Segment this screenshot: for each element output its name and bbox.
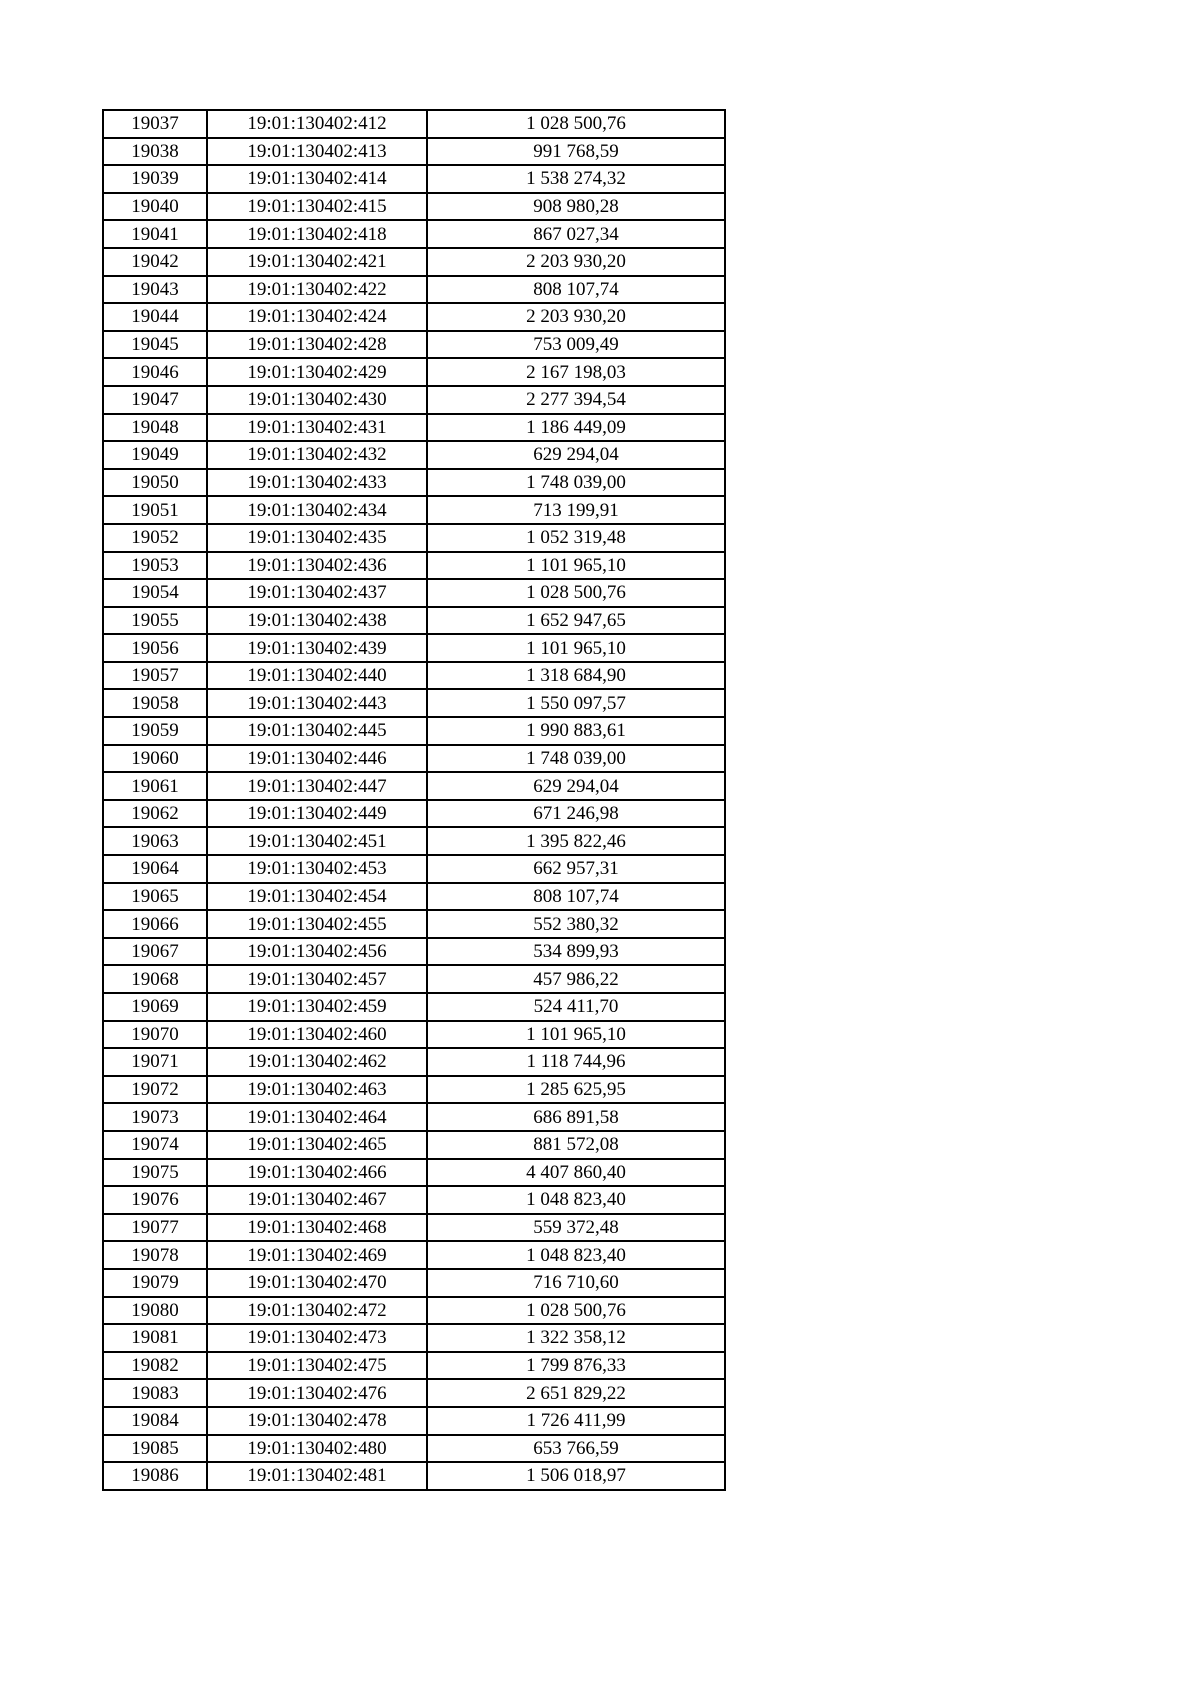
value-cell: 991 768,59 — [427, 138, 725, 166]
cadastral-number-cell: 19:01:130402:440 — [207, 662, 427, 690]
cadastral-number-cell: 19:01:130402:415 — [207, 193, 427, 221]
value-cell: 713 199,91 — [427, 496, 725, 524]
table-row — [103, 1159, 725, 1187]
value-cell: 534 899,93 — [427, 938, 725, 966]
cadastral-number-cell: 19:01:130402:457 — [207, 965, 427, 993]
row-number-cell: 19050 — [103, 469, 207, 497]
table-row — [103, 1379, 725, 1407]
table-row — [103, 331, 725, 359]
cadastral-number-cell: 19:01:130402:412 — [207, 110, 427, 138]
table-row — [103, 1186, 725, 1214]
table-row — [103, 358, 725, 386]
value-cell: 2 167 198,03 — [427, 358, 725, 386]
table-body — [103, 110, 725, 1490]
row-number-cell: 19083 — [103, 1379, 207, 1407]
value-cell: 1 726 411,99 — [427, 1407, 725, 1435]
value-cell: 2 277 394,54 — [427, 386, 725, 414]
value-cell: 1 748 039,00 — [427, 745, 725, 773]
cadastral-number-cell: 19:01:130402:460 — [207, 1021, 427, 1049]
cadastral-number-cell: 19:01:130402:451 — [207, 827, 427, 855]
data-table — [102, 109, 726, 1491]
cadastral-number-cell: 19:01:130402:431 — [207, 414, 427, 442]
cadastral-number-cell: 19:01:130402:473 — [207, 1324, 427, 1352]
row-number-cell: 19053 — [103, 552, 207, 580]
value-cell: 2 651 829,22 — [427, 1379, 725, 1407]
table-row — [103, 1076, 725, 1104]
table-row — [103, 1352, 725, 1380]
cadastral-number-cell: 19:01:130402:418 — [207, 220, 427, 248]
value-cell: 908 980,28 — [427, 193, 725, 221]
value-cell: 1 990 883,61 — [427, 717, 725, 745]
value-cell: 1 538 274,32 — [427, 165, 725, 193]
value-cell: 1 186 449,09 — [427, 414, 725, 442]
value-cell: 552 380,32 — [427, 910, 725, 938]
cadastral-number-cell: 19:01:130402:463 — [207, 1076, 427, 1104]
cadastral-number-cell: 19:01:130402:453 — [207, 855, 427, 883]
row-number-cell: 19067 — [103, 938, 207, 966]
table-row — [103, 524, 725, 552]
value-cell: 1 322 358,12 — [427, 1324, 725, 1352]
table-row — [103, 552, 725, 580]
cadastral-number-cell: 19:01:130402:432 — [207, 441, 427, 469]
table-row — [103, 634, 725, 662]
table-row — [103, 469, 725, 497]
table-row — [103, 1021, 725, 1049]
table-row — [103, 607, 725, 635]
cadastral-number-cell: 19:01:130402:430 — [207, 386, 427, 414]
cadastral-number-cell: 19:01:130402:421 — [207, 248, 427, 276]
cadastral-number-cell: 19:01:130402:434 — [207, 496, 427, 524]
row-number-cell: 19066 — [103, 910, 207, 938]
table-row — [103, 745, 725, 773]
cadastral-number-cell: 19:01:130402:438 — [207, 607, 427, 635]
table-row — [103, 496, 725, 524]
value-cell: 662 957,31 — [427, 855, 725, 883]
cadastral-number-cell: 19:01:130402:449 — [207, 800, 427, 828]
row-number-cell: 19061 — [103, 772, 207, 800]
cadastral-number-cell: 19:01:130402:443 — [207, 689, 427, 717]
value-cell: 653 766,59 — [427, 1435, 725, 1463]
row-number-cell: 19081 — [103, 1324, 207, 1352]
cadastral-number-cell: 19:01:130402:433 — [207, 469, 427, 497]
row-number-cell: 19085 — [103, 1435, 207, 1463]
row-number-cell: 19082 — [103, 1352, 207, 1380]
value-cell: 4 407 860,40 — [427, 1159, 725, 1187]
table-row — [103, 138, 725, 166]
table-row — [103, 303, 725, 331]
cadastral-number-cell: 19:01:130402:414 — [207, 165, 427, 193]
row-number-cell: 19072 — [103, 1076, 207, 1104]
value-cell: 1 101 965,10 — [427, 634, 725, 662]
value-cell: 1 028 500,76 — [427, 579, 725, 607]
value-cell: 2 203 930,20 — [427, 248, 725, 276]
row-number-cell: 19055 — [103, 607, 207, 635]
cadastral-number-cell: 19:01:130402:437 — [207, 579, 427, 607]
table-row — [103, 579, 725, 607]
table-row — [103, 276, 725, 304]
table-row — [103, 800, 725, 828]
cadastral-number-cell: 19:01:130402:468 — [207, 1214, 427, 1242]
table-row — [103, 1407, 725, 1435]
row-number-cell: 19062 — [103, 800, 207, 828]
table-row — [103, 827, 725, 855]
row-number-cell: 19063 — [103, 827, 207, 855]
row-number-cell: 19054 — [103, 579, 207, 607]
row-number-cell: 19064 — [103, 855, 207, 883]
row-number-cell: 19037 — [103, 110, 207, 138]
cadastral-number-cell: 19:01:130402:439 — [207, 634, 427, 662]
table-row — [103, 1435, 725, 1463]
value-cell: 881 572,08 — [427, 1131, 725, 1159]
value-cell: 1 506 018,97 — [427, 1462, 725, 1490]
table-row — [103, 662, 725, 690]
table-row — [103, 883, 725, 911]
row-number-cell: 19074 — [103, 1131, 207, 1159]
table-row — [103, 1131, 725, 1159]
row-number-cell: 19047 — [103, 386, 207, 414]
value-cell: 808 107,74 — [427, 276, 725, 304]
table-row — [103, 110, 725, 138]
cadastral-number-cell: 19:01:130402:475 — [207, 1352, 427, 1380]
row-number-cell: 19043 — [103, 276, 207, 304]
row-number-cell: 19075 — [103, 1159, 207, 1187]
value-cell: 1 048 823,40 — [427, 1241, 725, 1269]
row-number-cell: 19077 — [103, 1214, 207, 1242]
row-number-cell: 19049 — [103, 441, 207, 469]
value-cell: 716 710,60 — [427, 1269, 725, 1297]
value-cell: 1 101 965,10 — [427, 552, 725, 580]
value-cell: 1 048 823,40 — [427, 1186, 725, 1214]
table-row — [103, 1241, 725, 1269]
table-row — [103, 386, 725, 414]
table-row — [103, 1214, 725, 1242]
table-row — [103, 938, 725, 966]
row-number-cell: 19086 — [103, 1462, 207, 1490]
row-number-cell: 19073 — [103, 1103, 207, 1131]
row-number-cell: 19038 — [103, 138, 207, 166]
value-cell: 1 285 625,95 — [427, 1076, 725, 1104]
table-row — [103, 414, 725, 442]
table-row — [103, 441, 725, 469]
value-cell: 629 294,04 — [427, 441, 725, 469]
row-number-cell: 19039 — [103, 165, 207, 193]
value-cell: 1 052 319,48 — [427, 524, 725, 552]
value-cell: 1 101 965,10 — [427, 1021, 725, 1049]
row-number-cell: 19052 — [103, 524, 207, 552]
cadastral-number-cell: 19:01:130402:455 — [207, 910, 427, 938]
table-row — [103, 965, 725, 993]
cadastral-number-cell: 19:01:130402:478 — [207, 1407, 427, 1435]
value-cell: 1 748 039,00 — [427, 469, 725, 497]
value-cell: 1 395 822,46 — [427, 827, 725, 855]
value-cell: 2 203 930,20 — [427, 303, 725, 331]
value-cell: 1 118 744,96 — [427, 1048, 725, 1076]
row-number-cell: 19080 — [103, 1297, 207, 1325]
table-row — [103, 1297, 725, 1325]
cadastral-number-cell: 19:01:130402:424 — [207, 303, 427, 331]
value-cell: 686 891,58 — [427, 1103, 725, 1131]
table-row — [103, 1269, 725, 1297]
row-number-cell: 19079 — [103, 1269, 207, 1297]
value-cell: 808 107,74 — [427, 883, 725, 911]
row-number-cell: 19051 — [103, 496, 207, 524]
row-number-cell: 19059 — [103, 717, 207, 745]
cadastral-number-cell: 19:01:130402:436 — [207, 552, 427, 580]
value-cell: 559 372,48 — [427, 1214, 725, 1242]
row-number-cell: 19058 — [103, 689, 207, 717]
table-row — [103, 220, 725, 248]
cadastral-number-cell: 19:01:130402:435 — [207, 524, 427, 552]
table-row — [103, 689, 725, 717]
value-cell: 1 028 500,76 — [427, 1297, 725, 1325]
cadastral-number-cell: 19:01:130402:454 — [207, 883, 427, 911]
row-number-cell: 19046 — [103, 358, 207, 386]
row-number-cell: 19070 — [103, 1021, 207, 1049]
table-row — [103, 248, 725, 276]
cadastral-number-cell: 19:01:130402:446 — [207, 745, 427, 773]
value-cell: 1 028 500,76 — [427, 110, 725, 138]
cadastral-number-cell: 19:01:130402:480 — [207, 1435, 427, 1463]
row-number-cell: 19068 — [103, 965, 207, 993]
row-number-cell: 19078 — [103, 1241, 207, 1269]
cadastral-number-cell: 19:01:130402:429 — [207, 358, 427, 386]
table-row — [103, 772, 725, 800]
value-cell: 1 652 947,65 — [427, 607, 725, 635]
cadastral-number-cell: 19:01:130402:464 — [207, 1103, 427, 1131]
value-cell: 753 009,49 — [427, 331, 725, 359]
table-row — [103, 1462, 725, 1490]
cadastral-number-cell: 19:01:130402:428 — [207, 331, 427, 359]
row-number-cell: 19071 — [103, 1048, 207, 1076]
row-number-cell: 19060 — [103, 745, 207, 773]
row-number-cell: 19048 — [103, 414, 207, 442]
cadastral-number-cell: 19:01:130402:445 — [207, 717, 427, 745]
row-number-cell: 19045 — [103, 331, 207, 359]
cadastral-number-cell: 19:01:130402:462 — [207, 1048, 427, 1076]
cadastral-number-cell: 19:01:130402:470 — [207, 1269, 427, 1297]
table-row — [103, 165, 725, 193]
value-cell: 671 246,98 — [427, 800, 725, 828]
cadastral-number-cell: 19:01:130402:476 — [207, 1379, 427, 1407]
cadastral-number-cell: 19:01:130402:456 — [207, 938, 427, 966]
cadastral-number-cell: 19:01:130402:472 — [207, 1297, 427, 1325]
value-cell: 867 027,34 — [427, 220, 725, 248]
value-cell: 457 986,22 — [427, 965, 725, 993]
cadastral-number-cell: 19:01:130402:469 — [207, 1241, 427, 1269]
cadastral-number-cell: 19:01:130402:422 — [207, 276, 427, 304]
row-number-cell: 19056 — [103, 634, 207, 662]
cadastral-number-cell: 19:01:130402:481 — [207, 1462, 427, 1490]
table-row — [103, 193, 725, 221]
value-cell: 1 318 684,90 — [427, 662, 725, 690]
table-row — [103, 1324, 725, 1352]
row-number-cell: 19084 — [103, 1407, 207, 1435]
value-cell: 1 799 876,33 — [427, 1352, 725, 1380]
value-cell: 1 550 097,57 — [427, 689, 725, 717]
cadastral-number-cell: 19:01:130402:466 — [207, 1159, 427, 1187]
table-row — [103, 1048, 725, 1076]
row-number-cell: 19041 — [103, 220, 207, 248]
cadastral-number-cell: 19:01:130402:467 — [207, 1186, 427, 1214]
cadastral-number-cell: 19:01:130402:465 — [207, 1131, 427, 1159]
row-number-cell: 19076 — [103, 1186, 207, 1214]
table-row — [103, 855, 725, 883]
table-row — [103, 993, 725, 1021]
row-number-cell: 19044 — [103, 303, 207, 331]
value-cell: 629 294,04 — [427, 772, 725, 800]
table-row — [103, 910, 725, 938]
row-number-cell: 19069 — [103, 993, 207, 1021]
row-number-cell: 19065 — [103, 883, 207, 911]
table-row — [103, 717, 725, 745]
value-cell: 524 411,70 — [427, 993, 725, 1021]
row-number-cell: 19040 — [103, 193, 207, 221]
row-number-cell: 19042 — [103, 248, 207, 276]
cadastral-number-cell: 19:01:130402:413 — [207, 138, 427, 166]
table-row — [103, 1103, 725, 1131]
cadastral-number-cell: 19:01:130402:459 — [207, 993, 427, 1021]
row-number-cell: 19057 — [103, 662, 207, 690]
cadastral-number-cell: 19:01:130402:447 — [207, 772, 427, 800]
